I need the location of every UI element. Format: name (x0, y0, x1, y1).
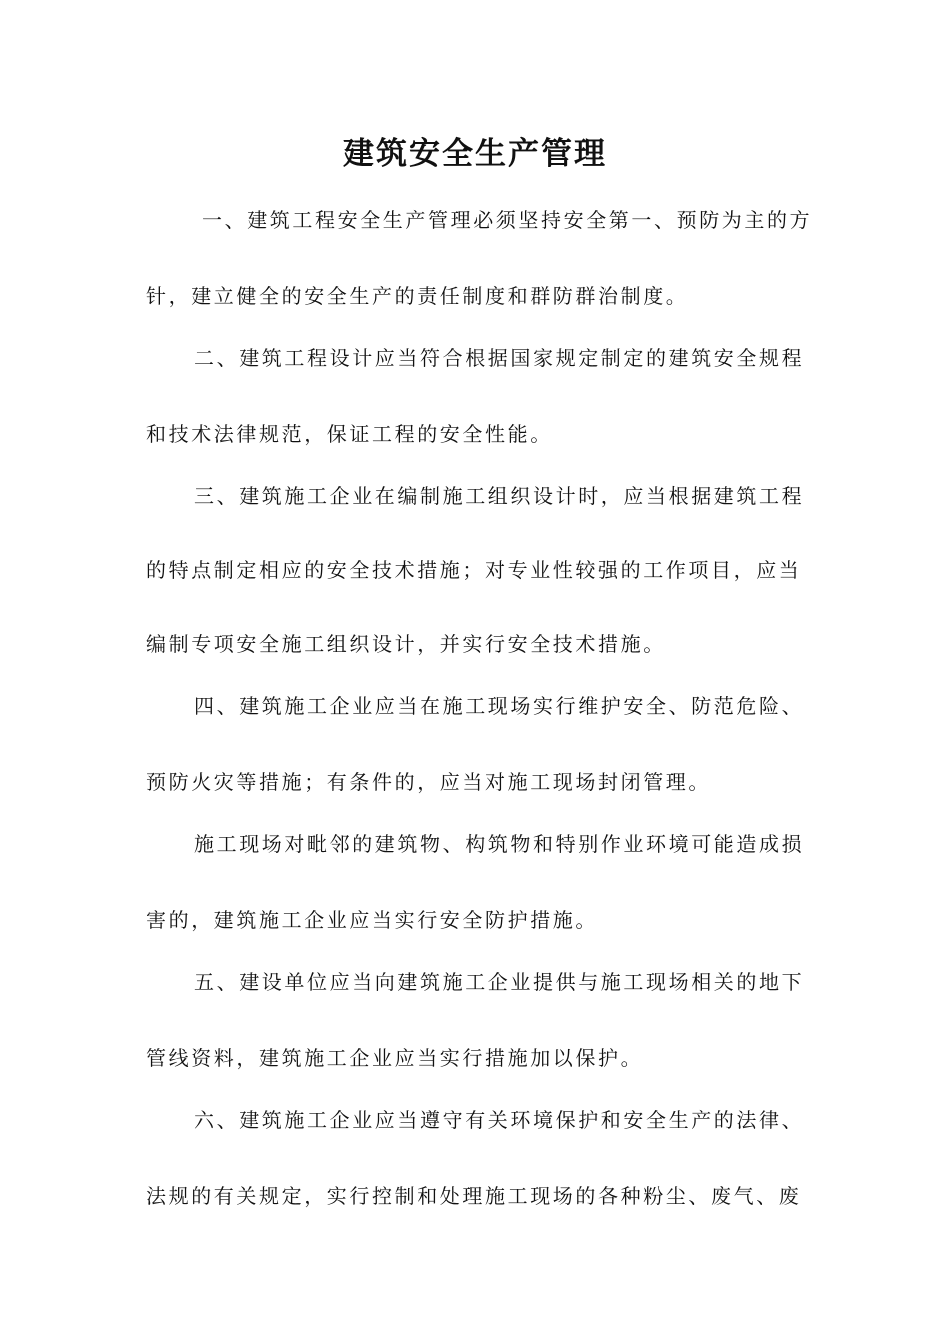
paragraph-7-line-1: 六、建筑施工企业应当遵守有关环境保护和安全生产的法律、 (194, 1108, 805, 1132)
paragraph-7-line-2: 法规的有关规定，实行控制和处理施工现场的各种粉尘、废气、废 (146, 1184, 802, 1208)
paragraph-3-line-2: 的特点制定相应的安全技术措施；对专业性较强的工作项目，应当 (146, 558, 802, 582)
paragraph-6-line-2: 管线资料，建筑施工企业应当实行措施加以保护。 (146, 1046, 644, 1070)
paragraph-2-line-2: 和技术法律规范，保证工程的安全性能。 (146, 422, 553, 446)
document-title: 建筑安全生产管理 (343, 136, 607, 172)
paragraph-4-line-1: 四、建筑施工企业应当在施工现场实行维护安全、防范危险、 (194, 694, 805, 718)
paragraph-3-line-1: 三、建筑施工企业在编制施工组织设计时，应当根据建筑工程 (194, 484, 805, 508)
paragraph-5-line-1: 施工现场对毗邻的建筑物、构筑物和特别作业环境可能造成损 (194, 832, 805, 856)
paragraph-1-line-1: 一、建筑工程安全生产管理必须坚持安全第一、预防为主的方 (202, 208, 813, 232)
paragraph-3-line-3: 编制专项安全施工组织设计，并实行安全技术措施。 (146, 632, 666, 656)
paragraph-6-line-1: 五、建设单位应当向建筑施工企业提供与施工现场相关的地下 (194, 970, 805, 994)
paragraph-2-line-1: 二、建筑工程设计应当符合根据国家规定制定的建筑安全规程 (194, 346, 805, 370)
paragraph-4-line-2: 预防火灾等措施；有条件的，应当对施工现场封闭管理。 (146, 770, 711, 794)
paragraph-5-line-2: 害的，建筑施工企业应当实行安全防护措施。 (146, 908, 598, 932)
paragraph-1-line-2: 针，建立健全的安全生产的责任制度和群防群治制度。 (146, 284, 689, 308)
